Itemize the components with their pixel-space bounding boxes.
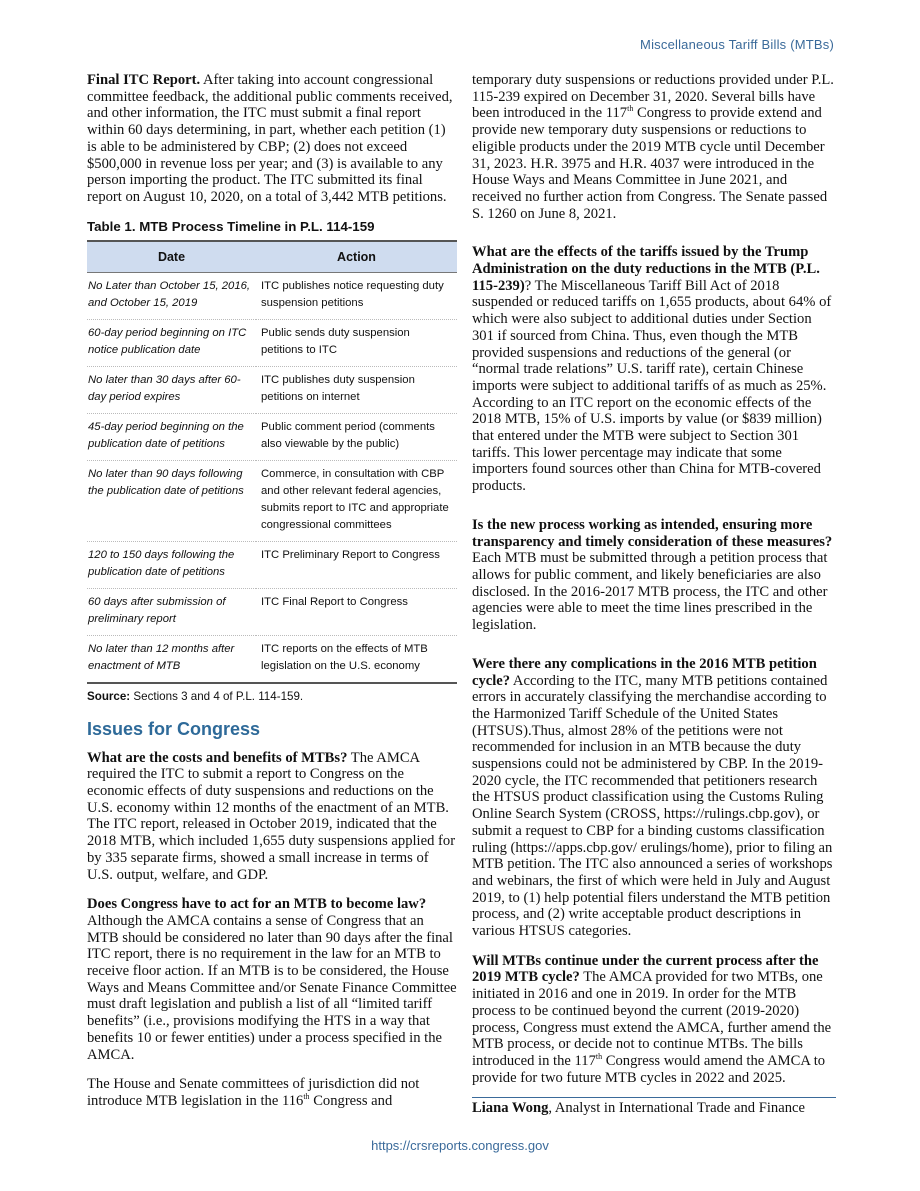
table-source: Source: Sections 3 and 4 of P.L. 114-159.	[87, 689, 304, 703]
working-paragraph: Is the new process working as intended, ensuring more transparency and timely consideration of these measures? Each MTB must be submitted through a petition process that allows for public comment, and likely beneficiaries are also disclosed. In the 2016-2017 MTB process, the ITC and other agencies were able to meet the time lines prescribed in the legislation.	[472, 516, 833, 634]
timeline-table	[87, 240, 457, 684]
congress-paragraph: Does Congress have to act for an MTB to become law? Although the AMCA contains a sense of Congress that an MTB should be considered no later than 90 days after the final ITC report, there is no requirement in the law for an MTB to receive floor action. If an MTB is to be considered, the House Ways and Means Committee and/or Senate Finance Committee must draft legislation and publish a list of all “limited tariff benefits” (i.e., provisions modifying the HTS in a way that benefits 10 or fewer entities) under a process specified in the AMCA.	[87, 896, 457, 1063]
continue-mtb-question: Will MTBs continue under the current process after the 2019 MTB cycle?	[472, 952, 819, 986]
table-row: No later than 90 days following the publication date of petitions Commerce, in consultation with CBP and other relevant federal agencies, submits report to ITC and appropriate congressional committees	[87, 460, 457, 541]
section-heading: Issues for Congress	[87, 718, 261, 739]
continuation-paragraph: temporary duty suspensions or reductions provided under P.L. 115-239 expired on December 31, 2020. Several bills have been introduced in the 117th Congress to provide extend and provide new temporary duty suspensions or reductions to eligible products under the 2019 MTB cycle until December 31, 2023. H.R. 3975 and H.R. 4037 were introduced in the House Ways and Means Committee in June 2021, and received no further action from Congress. The Senate passed S. 1260 on June 8, 2021.	[472, 72, 834, 222]
costs-paragraph: What are the costs and benefits of MTBs? The AMCA required the ITC to submit a report to Congress on the economic effects of duty suspensions and reductions on the U.S. economy within 12 months of the enactment of an MTB. The ITC report, released in October 2019, indicated that the 2018 MTB, which included 1,655 duty suspensions applied for by 335 separate firms, showed a small increase in terms of U.S. output, welfare, and GDP.	[87, 749, 456, 883]
table-row: No later than 12 months after enactment of MTB ITC reports on the effects of MTB legislation on the U.S. economy	[87, 635, 457, 683]
running-header: Miscellaneous Tariff Bills (MTBs)	[640, 37, 834, 52]
tariffs-paragraph: What are the effects of the tariffs issued by the Trump Administration on the duty reductions in the MTB (P.L. 115-239)? The Miscellaneous Tariff Bill Act of 2018 suspended or reduced tariffs on 1,655 products, about 64% of which were also subject to additional duties under Section 301 if sourced from China. Thus, even though the MTB provided suspensions and reductions of the general (or “normal trade relations” U.S. tariff rate), certain Chinese imports were subject to additional tariffs of as much as 25%. According to an ITC report on the economic effects of the 2018 MTB, 15% of U.S. imports by value (or $839 million) that entered under the MTB were subject to Section 301 tariffs. This lower percentage may indicate that some importers found sources other than China for MTB-covered products.	[472, 244, 832, 495]
complications-question: Were there any complications in the 2016 MTB petition cycle?	[472, 655, 817, 689]
table-row: No Later than October 15, 2016, and October 15, 2019 ITC publishes notice requesting duty suspension petitions	[87, 272, 457, 319]
table-row: 120 to 150 days following the publication date of petitions ITC Preliminary Report to Congress	[87, 541, 457, 588]
final-report-paragraph: Final ITC Report. After taking into account congressional committee feedback, the additional public comments received, and other information, the ITC must submit a final report within 60 days determining, in part, whether each petition (1) is able to be administered by CBP; (2) does not exceed $500,000 in revenue loss per year; and (3) is available to any person importing the product. The ITC submitted its final report on August 10, 2020, on a total of 3,442 MTB petitions.	[87, 72, 453, 205]
complications-paragraph: Were there any complications in the 2016 MTB petition cycle? According to the ITC, many MTB petitions contained errors in accurately classifying the merchandise according to the Harmonized Tariff Schedule of the United States (HTSUS).Thus, almost 28% of the petitions were not recommended for inclusion in an MTB because the duty suspensions could not be administered by CBP. In the 2019-2020 cycle, the ITC recommended that petitioners research the HTSUS product classification using the Customs Ruling Online Search System (CROSS, https://rulings.cbp.gov), or submit a request to CBP for a binding customs classification ruling (https://apps.cbp.gov/ erulings/home), prior to filing an MTB petition. The ITC also announced a series of workshops and webinars, the first of which were held in July and August 2019, to (1) help potential filers understand the MTB petition process, and (2) write acceptable product descriptions in various HTSUS categories.	[472, 655, 833, 940]
committees-paragraph: The House and Senate committees of jurisdiction did not introduce MTB legislation in the 116th Congress and	[87, 1076, 420, 1109]
right-column	[472, 72, 836, 1130]
costs-question: What are the costs and benefits of MTBs?	[87, 749, 348, 766]
left-column	[87, 72, 457, 1123]
table-row: 60 days after submission of preliminary report ITC Final Report to Congress	[87, 588, 457, 635]
tariffs-question: What are the effects of the tariffs issued by the Trump Administration on the duty reductions in the MTB (P.L. 115-239)	[472, 244, 820, 294]
footer-url[interactable]: https://crsreports.congress.gov	[371, 1138, 549, 1153]
table-header-action: Action	[256, 241, 457, 273]
congress-question: Does Congress have to act for an MTB to become law?	[87, 896, 427, 913]
table-row: 45-day period beginning on the publication date of petitions Public comment period (comments also viewable by the public)	[87, 413, 457, 460]
final-report-heading: Final ITC Report.	[87, 72, 201, 88]
table-header-date: Date	[87, 241, 256, 273]
table-row: No later than 30 days after 60-day period expires ITC publishes duty suspension petitions on internet	[87, 366, 457, 413]
table-row: 60-day period beginning on ITC notice publication date Public sends duty suspension petitions to ITC	[87, 319, 457, 366]
author-name: Liana Wong	[472, 1100, 549, 1117]
working-question: Is the new process working as intended, ensuring more transparency and timely consideration of these measures?	[472, 516, 833, 550]
continue-mtb-paragraph: Will MTBs continue under the current process after the 2019 MTB cycle? The AMCA provided for two MTBs, one initiated in 2016 and one in 2019. In order for the MTB process to be continued beyond the current (2019-2020) process, Congress must extend the AMCA, further amend the MTB process, or decide not to continue MTBs. The bills introduced in the 117th Congress would amend the AMCA to provide for two future MTB cycles in 2022 and 2025.	[472, 952, 832, 1086]
author-title: , Analyst in International Trade and Finance	[548, 1100, 805, 1117]
author-signature	[472, 1097, 836, 1117]
table-caption: Table 1. MTB Process Timeline in P.L. 114-159	[87, 218, 375, 234]
